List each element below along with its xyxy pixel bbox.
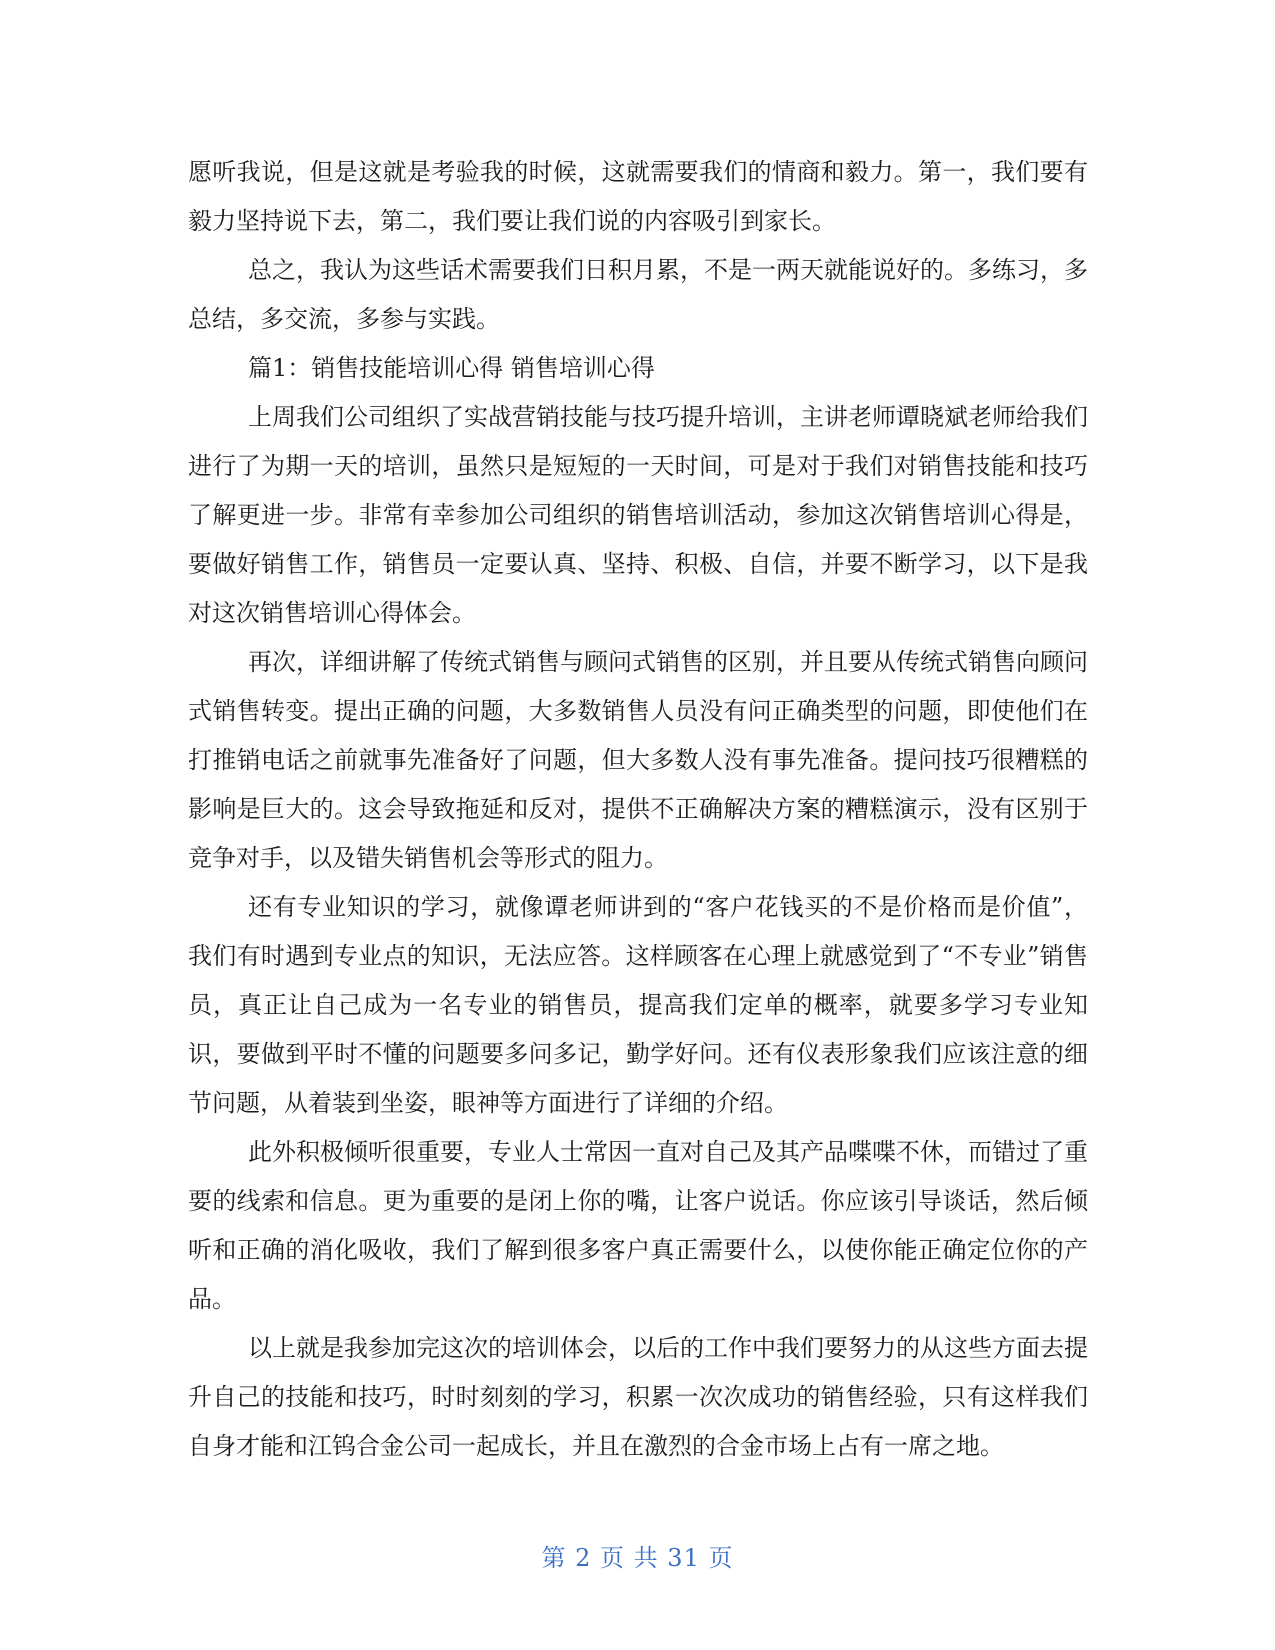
- text-line: 此外积极倾听很重要，专业人士常因一直对自己及其产品喋喋不休，而错过: [248, 1138, 1040, 1166]
- text-line: 业”销售员，真正让自己成为一名专业的销售员，提高我们定单的概率，就要多学: [188, 942, 1088, 1019]
- text-line: 他们在打推销电话之前就事先准备好了问题，但大多数人没有事先准备。提问技巧: [188, 697, 1089, 774]
- paragraph: [188, 393, 1088, 638]
- text-line: 篇1：销售技能培训心得 销售培训心得: [248, 354, 655, 382]
- text-line: 还有专业知识的学习，就像谭老师讲到的“客户花钱买的不是价格而是价值: [248, 893, 1052, 921]
- text-line: ”，我们有时遇到专业点的知识，无法应答。这样顾客在心理上就感觉到了“不专: [188, 893, 1088, 970]
- text-line: 样我们自身才能和江钨合金公司一起成长，并且在激烈的合金市场上占有一席之地: [188, 1383, 1089, 1460]
- paragraph: [188, 148, 1088, 246]
- paragraph: [188, 246, 1088, 344]
- text-line: 很糟糕的影响是巨大的。这会导致拖延和反对，提供不正确解决方案的糟糕演示，: [188, 746, 1088, 823]
- text-line: 以上就是我参加完这次的培训体会，以后的工作中我们要努力的从这些方面: [248, 1334, 1040, 1362]
- text-line: 心得是，要做好销售工作，销售员一定要认真、坚持、积极、自信，并要不断学习: [188, 501, 1088, 578]
- text-line: ，以下是我对这次销售培训心得体会。: [188, 550, 1089, 627]
- text-line: 再次，详细讲解了传统式销售与顾问式销售的区别，并且要从传统式销售向: [248, 648, 1040, 676]
- text-line: 习专业知识，要做到平时不懂的问题要多问多记，勤学好问。还有仪表形象我们应: [188, 991, 1089, 1068]
- text-line: 位你的产品。: [188, 1236, 1088, 1313]
- paragraph: [188, 1324, 1088, 1471]
- text-line: ，多总结，多交流，多参与实践。: [188, 256, 1088, 333]
- text-line: 有毅力坚持说下去，第二，我们要让我们说的内容吸引到家长。: [188, 158, 1088, 235]
- text-line: 上周我们公司组织了实战营销技能与技巧提升培训，主讲老师谭晓斌老师给: [248, 403, 1040, 431]
- text-line: 总之，我认为这些话术需要我们日积月累，不是一两天就能说好的。多练习: [248, 256, 1040, 284]
- text-line: 和技巧了解更进一步。非常有幸参加公司组织的销售培训活动，参加这次销售培训: [188, 452, 1089, 529]
- text-line: 然后倾听和正确的消化吸收，我们了解到很多客户真正需要什么，以使你能正确定: [188, 1187, 1089, 1264]
- text-line: 了重要的线索和信息。更为重要的是闭上你的嘴，让客户说话。你应该引导谈话，: [188, 1138, 1088, 1215]
- document-body: [188, 148, 1088, 1471]
- paragraph: [188, 638, 1088, 883]
- text-line: 该注意的细节问题，从着装到坐姿，眼神等方面进行了详细的介绍。: [188, 1040, 1089, 1117]
- paragraph: [188, 883, 1088, 1128]
- text-line: 我们进行了为期一天的培训，虽然只是短短的一天时间，可是对于我们对销售技能: [188, 403, 1088, 480]
- text-line: 去提升自己的技能和技巧，时时刻刻的学习，积累一次次成功的销售经验，只有这: [188, 1334, 1088, 1411]
- paragraph: [188, 1128, 1088, 1324]
- page-number-footer: 第 2 页 共 31 页: [541, 1544, 734, 1572]
- text-line: 愿听我说，但是这就是考验我的时候，这就需要我们的情商和毅力。第一，我们要: [188, 158, 1064, 186]
- text-line: 没有区别于竞争对手，以及错失销售机会等形式的阻力。: [188, 795, 1089, 872]
- text-line: 顾问式销售转变。提出正确的问题，大多数销售人员没有问正确类型的问题，即使: [188, 648, 1088, 725]
- section-heading: [188, 344, 1088, 393]
- text-line: 。: [980, 1432, 1004, 1460]
